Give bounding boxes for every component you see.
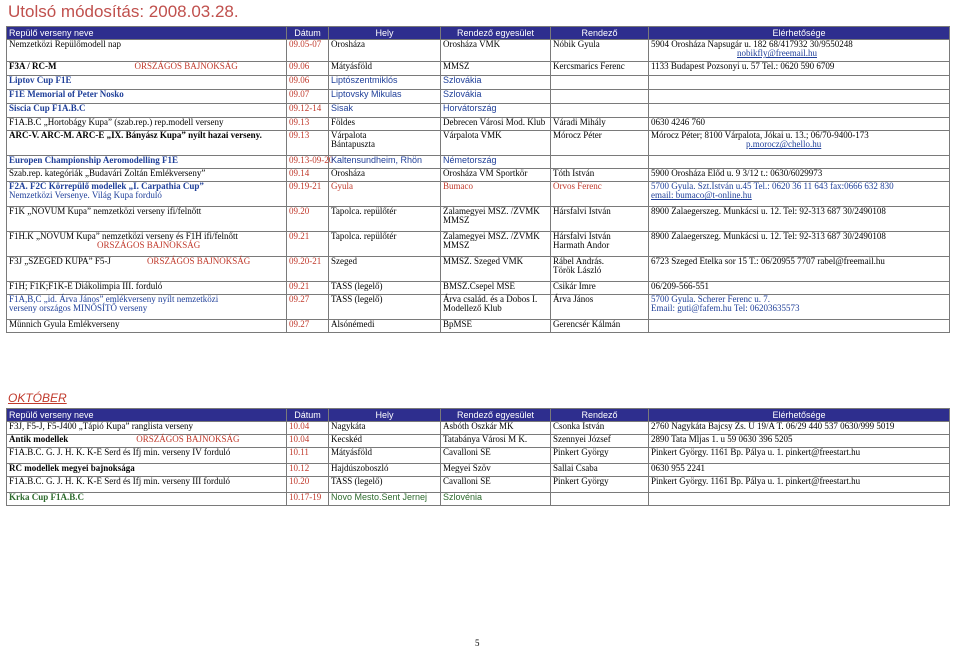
club-line: Zalamegyei MSZ. /ZVMK [443, 206, 540, 216]
header-name: Repülő verseny neve [7, 27, 287, 40]
event-place: TASS (legelő) [329, 282, 441, 295]
event-name [7, 232, 287, 257]
event-organizer [551, 104, 649, 118]
event-contact [649, 90, 950, 104]
event-club: BpMSE [441, 320, 551, 333]
organizer-line: Hársfalvi István [553, 231, 611, 241]
event-contact [649, 76, 950, 90]
schedule-table-1 [6, 26, 950, 333]
event-name: F3J, F5-J, F5-J400 „Tápió Kupa” ranglista verseny [7, 422, 287, 435]
event-contact [649, 295, 950, 320]
event-place: Alsónémedi [329, 320, 441, 333]
event-contact: 5900 Orosháza Előd u. 9 3/12 t.: 0630/6029973 [649, 169, 950, 182]
event-name [7, 62, 287, 76]
table-row [7, 435, 950, 448]
event-name: F1A.B.C. G. J. H. K. K-E Serd és Ifj min. verseny IV forduló [7, 448, 287, 464]
event-club: Várpalota VMK [441, 131, 551, 156]
event-name: F1K „NOVUM Kupa” nemzetközi verseny ifi/felnőtt [7, 207, 287, 232]
event-name: F1E Memorial of Peter Nosko [7, 90, 287, 104]
table-row [7, 464, 950, 477]
event-name-main: F3A / RC-M [9, 61, 57, 71]
event-contact: 8900 Zalaegerszeg. Munkácsi u. 12. Tel: 92-313 687 30/2490108 [649, 207, 950, 232]
event-place: Nagykáta [329, 422, 441, 435]
event-club [441, 232, 551, 257]
event-club: MMSZ [441, 62, 551, 76]
event-organizer: Mórocz Péter [551, 131, 649, 156]
table-row [7, 118, 950, 131]
event-contact: 1133 Budapest Pozsonyi u. 57 Tel.: 0620 590 6709 [649, 62, 950, 76]
table-row [7, 257, 950, 282]
event-contact: 06/209-566-551 [649, 282, 950, 295]
event-club: Tatabánya Városi M K. [441, 435, 551, 448]
event-club: Szlovénia [441, 493, 551, 506]
event-contact: 0630 4246 760 [649, 118, 950, 131]
event-club: BMSZ.Csepel MSE [441, 282, 551, 295]
event-place: Mátyásföld [329, 448, 441, 464]
event-place: TASS (legelő) [329, 295, 441, 320]
event-contact: Pinkert György. 1161 Bp. Pálya u. 1. pinkert@freestart.hu [649, 477, 950, 493]
championship-label: ORSZÁGOS BAJNOKSÁG [146, 256, 251, 266]
event-organizer: Pinkert György [551, 448, 649, 464]
header-contact: Elérhetősége [649, 27, 950, 40]
table-row [7, 104, 950, 118]
header-contact: Elérhetősége [649, 409, 950, 422]
event-organizer: Árva János [551, 295, 649, 320]
event-place: Sisak [329, 104, 441, 118]
event-date: 10.04 [287, 422, 329, 435]
club-line-2: Modellező Klub [443, 303, 502, 314]
event-date: 09.19-21 [287, 182, 329, 207]
event-contact [649, 156, 950, 169]
event-date: 10.20 [287, 477, 329, 493]
event-date: 10.11 [287, 448, 329, 464]
table-row [7, 232, 950, 257]
event-organizer: Nóbik Gyula [551, 40, 649, 62]
event-name-sub: Nemzetközi Versenye. Világ Kupa forduló [9, 190, 162, 201]
event-name: F1A.B.C „Hortobágy Kupa” (szab.rep.) rep.modell verseny [7, 118, 287, 131]
section-title-october: OKTÓBER [8, 391, 67, 405]
event-date: 09.05-07 [287, 40, 329, 62]
club-line: Zalamegyei MSZ. /ZVMK [443, 231, 540, 241]
event-club: Megyei Szöv [441, 464, 551, 477]
contact-line: 5904 Orosháza Napsugár u. 182 68/417932 30/9550248 [651, 39, 853, 49]
event-organizer [551, 232, 649, 257]
event-date: 09.21 [287, 232, 329, 257]
event-date: 09.20 [287, 207, 329, 232]
table-row [7, 62, 950, 76]
event-date: 10.12 [287, 464, 329, 477]
email-link[interactable]: nobikfly@freemail.hu [737, 48, 818, 59]
event-organizer: Gerencsér Kálmán [551, 320, 649, 333]
event-contact [649, 104, 950, 118]
championship-label: ORSZÁGOS BAJNOKSÁG [97, 240, 201, 251]
event-club: Orosháza VM Sportkör [441, 169, 551, 182]
event-contact [649, 493, 950, 506]
event-date: 10.04 [287, 435, 329, 448]
event-date: 09.27 [287, 320, 329, 333]
contact-line-2: Email: guti@fafem.hu Tel: 06203635573 [651, 303, 800, 314]
table-row [7, 156, 950, 169]
event-club: Cavalloni SE [441, 477, 551, 493]
event-place: Földes [329, 118, 441, 131]
event-name-main: F1H.K „NOVUM Kupa” nemzetközi verseny és F1H ifi/felnőtt [9, 231, 238, 241]
event-date: 09.13-09-20 [287, 156, 329, 169]
header-club: Rendező egyesület [441, 27, 551, 40]
event-date: 09.27 [287, 295, 329, 320]
event-name [7, 182, 287, 207]
event-date: 09.20-21 [287, 257, 329, 282]
event-club: MMSZ. Szeged VMK [441, 257, 551, 282]
event-organizer: Sallai Csaba [551, 464, 649, 477]
table-row [7, 40, 950, 62]
event-contact: 2760 Nagykáta Bajcsy Zs. U 19/A T. 06/29 440 537 0630/999 5019 [649, 422, 950, 435]
table-row [7, 169, 950, 182]
page-title: Utolsó módosítás: 2008.03.28. [8, 2, 239, 21]
event-place: Tapolca. repülőtér [329, 207, 441, 232]
table-row [7, 477, 950, 493]
header-date: Dátum [287, 409, 329, 422]
email-link[interactable]: p.morocz@chello.hu [746, 139, 822, 150]
organizer-line: Rábel András. [553, 256, 604, 266]
page-number: 5 [475, 638, 480, 648]
event-place: Szeged [329, 257, 441, 282]
event-organizer [551, 493, 649, 506]
organizer-line-2: Török László [553, 265, 602, 276]
table-row [7, 493, 950, 506]
event-name: Krka Cup F1A.B.C [7, 493, 287, 506]
event-place: Gyula [329, 182, 441, 207]
club-line-2: MMSZ [443, 240, 470, 251]
event-organizer: Váradi Mihály [551, 118, 649, 131]
event-name-main: F1A,B,C „id. Árva János” emlékverseny nyílt nemzetközi [9, 294, 219, 304]
table-row [7, 295, 950, 320]
event-contact: 6723 Szeged Etelka sor 15 T.: 06/20955 7707 rabel@freemail.hu [649, 257, 950, 282]
event-organizer [551, 257, 649, 282]
event-name: RC modellek megyei bajnoksága [7, 464, 287, 477]
event-club [441, 295, 551, 320]
contact-line: Mórocz Péter; 8100 Várpalota, Jókai u. 13.; 06/70-9400-173 [651, 130, 869, 140]
event-contact: 8900 Zalaegerszeg. Munkácsi u. 12. Tel: 92-313 687 30/2490108 [649, 232, 950, 257]
event-name: Nemzetközi Repülőmodell nap [7, 40, 287, 62]
event-name: Szab.rep. kategóriák „Budavári Zoltán Emlékverseny” [7, 169, 287, 182]
club-line-2: MMSZ [443, 215, 470, 226]
table-row [7, 76, 950, 90]
table-row [7, 320, 950, 333]
header-place: Hely [329, 27, 441, 40]
event-name-sub: verseny országos MINŐSÍTŐ verseny [9, 303, 148, 314]
event-date: 09.13 [287, 118, 329, 131]
table-row [7, 182, 950, 207]
event-place: Mátyásföld [329, 62, 441, 76]
header-organizer: Rendező [551, 27, 649, 40]
event-name [7, 257, 287, 282]
table-header [7, 409, 950, 422]
event-club: Németország [441, 156, 551, 169]
event-contact: 0630 955 2241 [649, 464, 950, 477]
event-name-main: Antik modellek [9, 434, 69, 444]
event-contact [649, 182, 950, 207]
event-place: TASS (legelő) [329, 477, 441, 493]
event-place: Tapolca. repülőtér [329, 232, 441, 257]
club-line: Árva család. és a Dobos I. [443, 294, 538, 304]
event-place: Orosháza [329, 169, 441, 182]
championship-label: ORSZÁGOS BAJNOKSÁG [134, 61, 238, 71]
event-date: 09.12-14 [287, 104, 329, 118]
event-name [7, 295, 287, 320]
event-organizer [551, 76, 649, 90]
event-contact: Pinkert György. 1161 Bp. Pálya u. 1. pinkert@freestart.hu [649, 448, 950, 464]
event-place: Hajdúszoboszló [329, 464, 441, 477]
event-club: Asbóth Oszkár MK [441, 422, 551, 435]
table-row [7, 448, 950, 464]
event-club: Horvátország [441, 104, 551, 118]
event-contact: 2890 Tata Mljas 1. u 59 0630 396 5205 [649, 435, 950, 448]
event-club: Cavalloni SE [441, 448, 551, 464]
event-name: Liptov Cup F1E [7, 76, 287, 90]
event-organizer: Hársfalvi István [551, 207, 649, 232]
table-row [7, 422, 950, 435]
event-place: Novo Mesto.Sent Jernej [329, 493, 441, 506]
event-club: Szlovákia [441, 76, 551, 90]
event-contact [649, 40, 950, 62]
event-organizer [551, 156, 649, 169]
event-name: Siscia Cup F1A.B.C [7, 104, 287, 118]
header-date: Dátum [287, 27, 329, 40]
schedule-table-2 [6, 408, 950, 506]
organizer-line-2: Harmath Andor [553, 240, 610, 251]
header-organizer: Rendező [551, 409, 649, 422]
place-line: Várpalota [331, 130, 367, 140]
event-date: 09.06 [287, 76, 329, 90]
event-organizer: Csikár Imre [551, 282, 649, 295]
event-name: Münnich Gyula Emlékverseny [7, 320, 287, 333]
championship-label: ORSZÁGOS BAJNOKSÁG [136, 434, 240, 444]
event-organizer: Orvos Ferenc [551, 182, 649, 207]
event-organizer: Kercsmarics Ferenc [551, 62, 649, 76]
contact-line: 5700 Gyula. Szt.István u.45 Tel.: 0620 36 11 643 fax:0666 632 830 [651, 181, 894, 191]
event-name: ARC-V. ARC-M. ARC-E „IX. Bányász Kupa” nyílt hazai verseny. [7, 131, 287, 156]
event-organizer: Csonka István [551, 422, 649, 435]
event-date: 09.21 [287, 282, 329, 295]
table-row [7, 207, 950, 232]
header-place: Hely [329, 409, 441, 422]
event-place: Liptószentmiklós [329, 76, 441, 90]
event-date: 10.17-19 [287, 493, 329, 506]
event-date: 09.14 [287, 169, 329, 182]
event-name: Europen Championship Aeromodelling F1E [7, 156, 287, 169]
event-date: 09.13 [287, 131, 329, 156]
event-date: 09.07 [287, 90, 329, 104]
event-name [7, 435, 287, 448]
event-club [441, 207, 551, 232]
event-name-main: F2A. F2C Körrepülő modellek „I. Carpathia Cup” [9, 181, 204, 191]
event-club: Szlovákia [441, 90, 551, 104]
event-club: Orosháza VMK [441, 40, 551, 62]
email-link[interactable]: email: bumaco@t-online.hu [651, 190, 752, 201]
event-place: Kecskéd [329, 435, 441, 448]
header-name: Repülő verseny neve [7, 409, 287, 422]
table-row [7, 282, 950, 295]
event-contact [649, 131, 950, 156]
event-name-main: F3J „SZEGED KUPA” F5-J [9, 256, 111, 266]
event-name: F1H; F1K;F1K-E Diákolimpia III. forduló [7, 282, 287, 295]
event-organizer: Tóth István [551, 169, 649, 182]
table-header [7, 27, 950, 40]
event-place [329, 131, 441, 156]
event-place: Kaltensundheim, Rhön [329, 156, 441, 169]
event-club: Bumaco [441, 182, 551, 207]
event-organizer: Pinkert György [551, 477, 649, 493]
event-place: Orosháza [329, 40, 441, 62]
table-row [7, 90, 950, 104]
event-organizer: Szennyei József [551, 435, 649, 448]
event-name: F1A.B.C. G. J. H. K. K-E Serd és Ifj min. verseny III forduló [7, 477, 287, 493]
event-place: Liptovsky Mikulas [329, 90, 441, 104]
place-line-2: Bántapuszta [331, 139, 375, 150]
table-row [7, 131, 950, 156]
contact-line: 5700 Gyula. Scherer Ferenc u. 7. [651, 294, 770, 304]
event-contact [649, 320, 950, 333]
event-organizer [551, 90, 649, 104]
event-club: Debrecen Városi Mod. Klub [441, 118, 551, 131]
header-club: Rendező egyesület [441, 409, 551, 422]
event-date: 09.06 [287, 62, 329, 76]
